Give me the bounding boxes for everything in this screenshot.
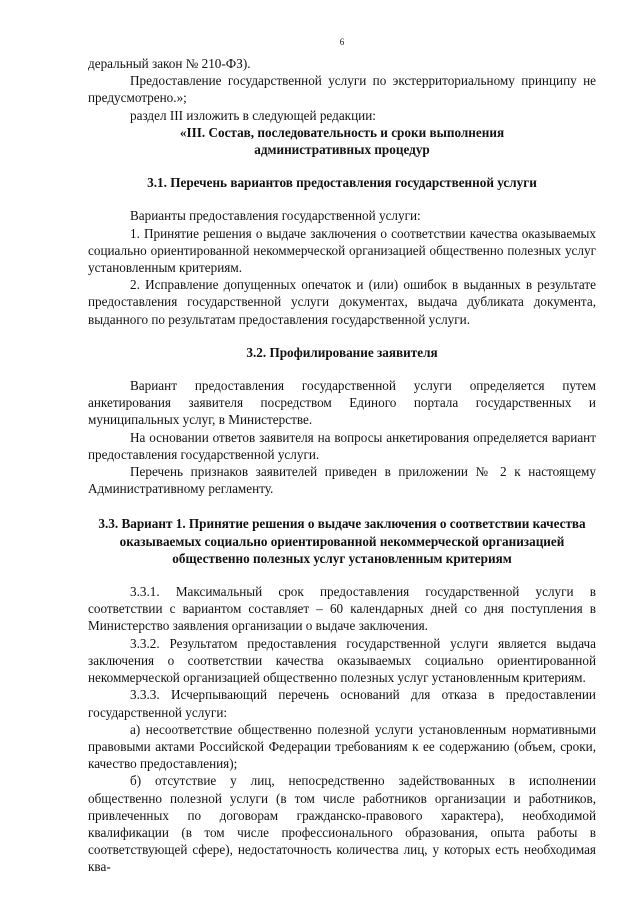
paragraph-3-1-item-2: 2. Исправление допущенных опечаток и (или) ошибок в выданных в результате предоставления государственной услуги документах, выдача дубликата документа, выданного по результатам предоставления государственной услуги. [88,277,596,327]
paragraph-3-2-3: Перечень признаков заявителей приведен в приложении № 2 к настоящему Административному регламенту. [88,464,596,497]
paragraph-3-1-item-1: 1. Принятие решения о выдаче заключения о соответствии качества оказываемых социально ориентированной некоммерческой организацией общественно полезных услуг установленным критериям. [88,225,596,276]
paragraph-3-3-3: 3.3.3. Исчерпывающий перечень оснований для отказа в предоставлении государственной услуги: [88,687,596,720]
paragraph-3-2-2: На основании ответов заявителя на вопросы анкетирования определяется вариант предоставления государственной услуги. [88,429,596,462]
paragraph-3-3-2: 3.3.2. Результатом предоставления государственной услуги является выдача заключения о соответствии качества оказываемых социально ориентированной некоммерческой организацией общественно полезных услуг установленным критериям. [88,635,596,686]
section-title [88,124,596,158]
paragraph-3-1-variants: Варианты предоставления государственной услуги: [130,208,421,224]
heading-3-2: 3.2. Профилирование заявителя [246,344,438,360]
paragraph-continuation: деральный закон № 210-ФЗ). [88,56,251,71]
paragraph-3-3-3-b: б) отсутствие у лиц, непосредственно задействованных в исполнении общественно полезной услуги (в том числе работников организации и работников, привлеченных по договорам гражданско-правового характера), необходимой квалификации (в том числе профессионального образования, опыта работы в соответствующей сфере), недостаточность количества лиц, у которых есть необходимая ква- [88,773,596,875]
section-title-line-2: административных процедур [254,142,430,158]
heading-3-1: 3.1. Перечень вариантов предоставления государственной услуги [147,175,537,191]
heading-3-3: 3.3. Вариант 1. Принятие решения о выдаче заключения о соответствии качества оказываемых социально ориентированной некоммерческой организацией общественно полезных услуг установленным критериям [98,516,586,566]
page-number: 6 [339,37,345,47]
paragraph-extraterritorial: Предоставление государственной услуги по экстерриториальному принципу не предусмотрено.»; [88,73,596,106]
document-body [88,55,596,876]
paragraph-section-intro: раздел III изложить в следующей редакции: [130,107,376,123]
paragraph-3-2-1: Вариант предоставления государственной услуги определяется путем анкетирования заявителя посредством Единого портала государственных и муниципальных услуг, в Министерстве. [88,378,596,428]
section-title-line-1: «III. Состав, последовательность и сроки выполнения [179,124,505,140]
paragraph-3-3-1: 3.3.1. Максимальный срок предоставления государственной услуги в соответствии с вариантом составляет – 60 календарных дней со дня поступления в Министерство заявления организации о выдаче заключения. [88,584,596,634]
paragraph-3-3-3-a: а) несоответствие общественно полезной услуги установленным нормативными правовыми актами Российской Федерации требованиям к ее содержанию (объем, сроки, качество предоставления); [88,721,596,772]
